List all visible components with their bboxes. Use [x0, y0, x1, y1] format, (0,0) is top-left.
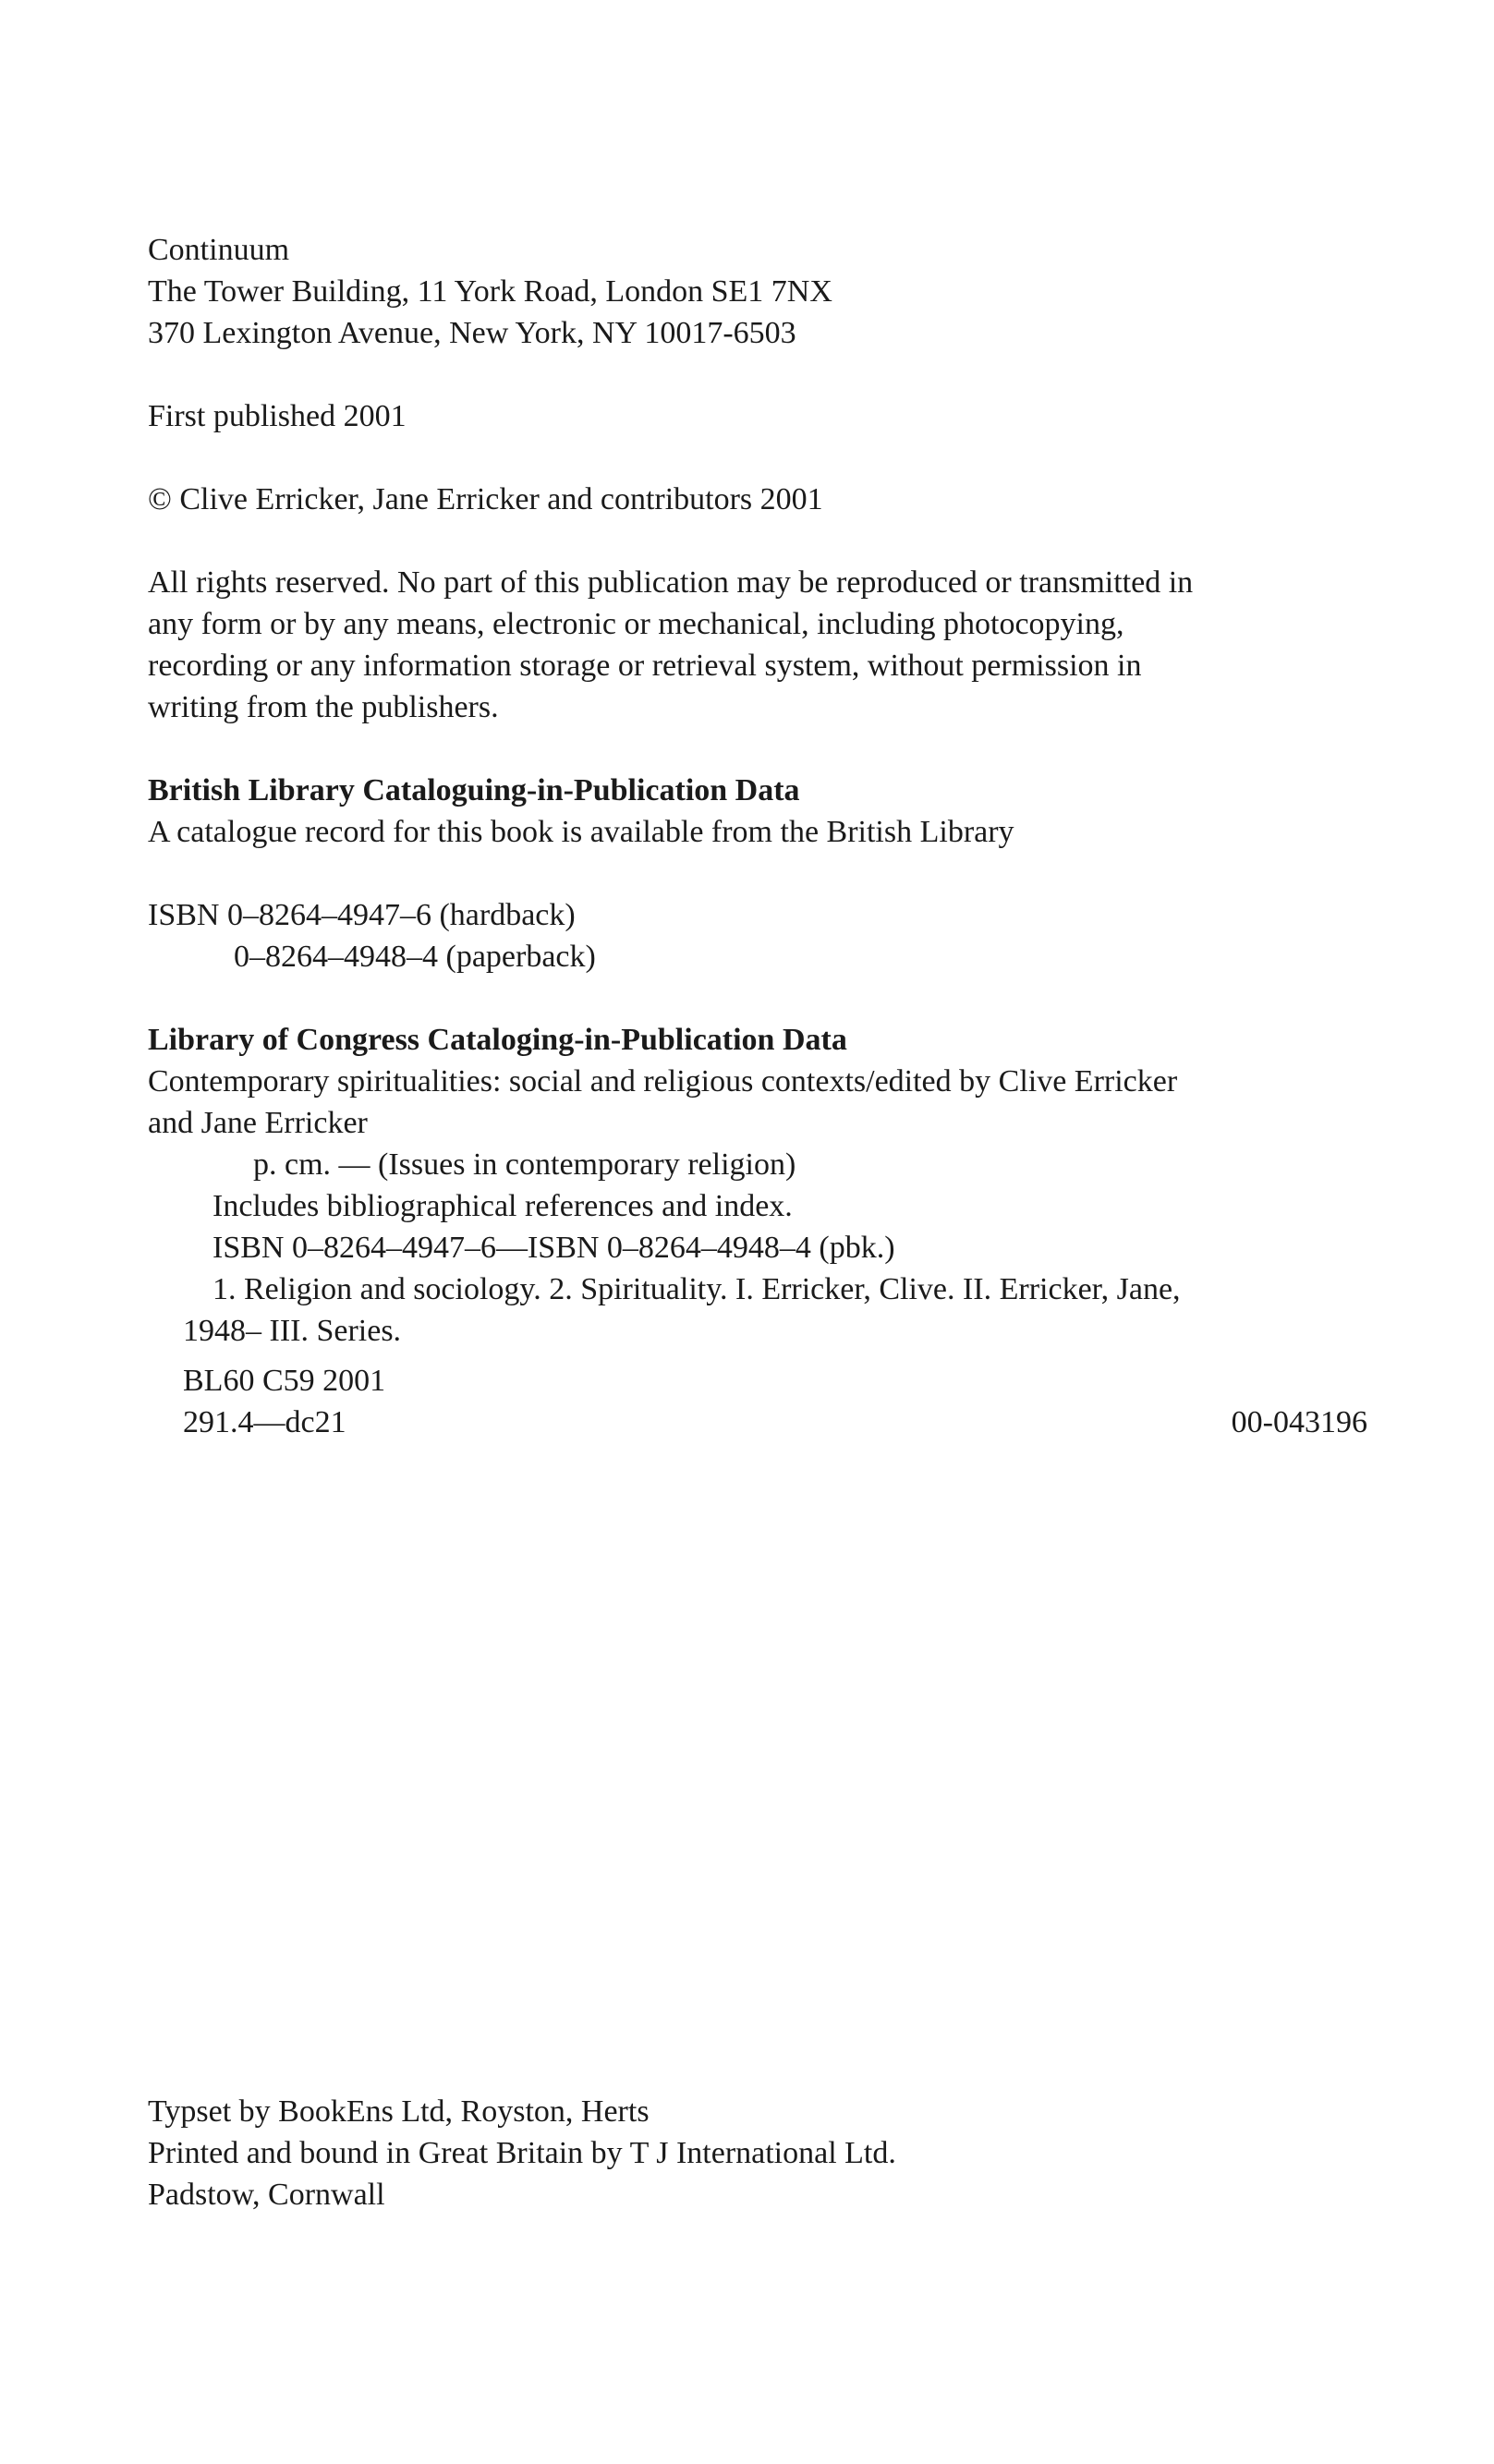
loc-includes: Includes bibliographical references and index.	[213, 1189, 793, 1223]
library-of-congress-block	[148, 1019, 1367, 1443]
copyright-content	[148, 229, 1367, 1443]
loc-heading: Library of Congress Cataloging-in-Publication Data	[148, 1023, 847, 1057]
loc-call-number: BL60 C59 2001	[183, 1364, 386, 1398]
british-library-heading: British Library Cataloguing-in-Publication Data	[148, 773, 800, 807]
publisher-address-uk: The Tower Building, 11 York Road, London SE1 7NX	[148, 274, 832, 309]
copyright-notice: © Clive Erricker, Jane Erricker and contributors 2001	[148, 482, 823, 516]
british-library-text: A catalogue record for this book is available from the British Library	[148, 815, 1014, 849]
loc-subjects-line: 1. Religion and sociology. 2. Spirituality. I. Erricker, Clive. II. Erricker, Jane,	[213, 1272, 1181, 1306]
copyright-block	[148, 479, 1367, 520]
isbn-hardback: ISBN 0–8264–4947–6 (hardback)	[148, 898, 576, 932]
rights-line: All rights reserved. No part of this publication may be reproduced or transmitted in	[148, 565, 1194, 600]
printer-location: Padstow, Cornwall	[148, 2178, 385, 2212]
loc-subjects-line: 1948– III. Series.	[183, 1314, 402, 1348]
loc-dewey-row	[148, 1402, 1367, 1443]
loc-title-line: Contemporary spiritualities: social and religious contexts/edited by Clive Erricker	[148, 1064, 1178, 1098]
printing-block	[148, 2091, 1367, 2215]
printer-credit: Printed and bound in Great Britain by T J International Ltd.	[148, 2136, 896, 2170]
rights-line: writing from the publishers.	[148, 690, 499, 724]
rights-line: recording or any information storage or retrieval system, without permission in	[148, 649, 1142, 683]
rights-line: any form or by any means, electronic or mechanical, including photocopying,	[148, 607, 1124, 641]
isbn-paperback: 0–8264–4948–4 (paperback)	[234, 940, 596, 974]
isbn-block	[148, 894, 1367, 977]
british-library-block	[148, 770, 1367, 853]
loc-isbns: ISBN 0–8264–4947–6—ISBN 0–8264–4948–4 (pbk.)	[213, 1231, 895, 1265]
loc-dewey: 291.4—dc21	[183, 1405, 346, 1439]
publisher-block	[148, 229, 1367, 354]
first-published-block	[148, 395, 1367, 437]
loc-lccn: 00-043196	[1231, 1405, 1367, 1439]
loc-series: p. cm. — (Issues in contemporary religion)	[253, 1147, 796, 1182]
rights-block	[148, 562, 1367, 728]
first-published: First published 2001	[148, 399, 407, 433]
loc-title-line: and Jane Erricker	[148, 1106, 368, 1140]
typeset-credit: Typset by BookEns Ltd, Royston, Herts	[148, 2094, 650, 2129]
publisher-address-us: 370 Lexington Avenue, New York, NY 10017-6503	[148, 316, 796, 350]
publisher-name: Continuum	[148, 233, 290, 267]
